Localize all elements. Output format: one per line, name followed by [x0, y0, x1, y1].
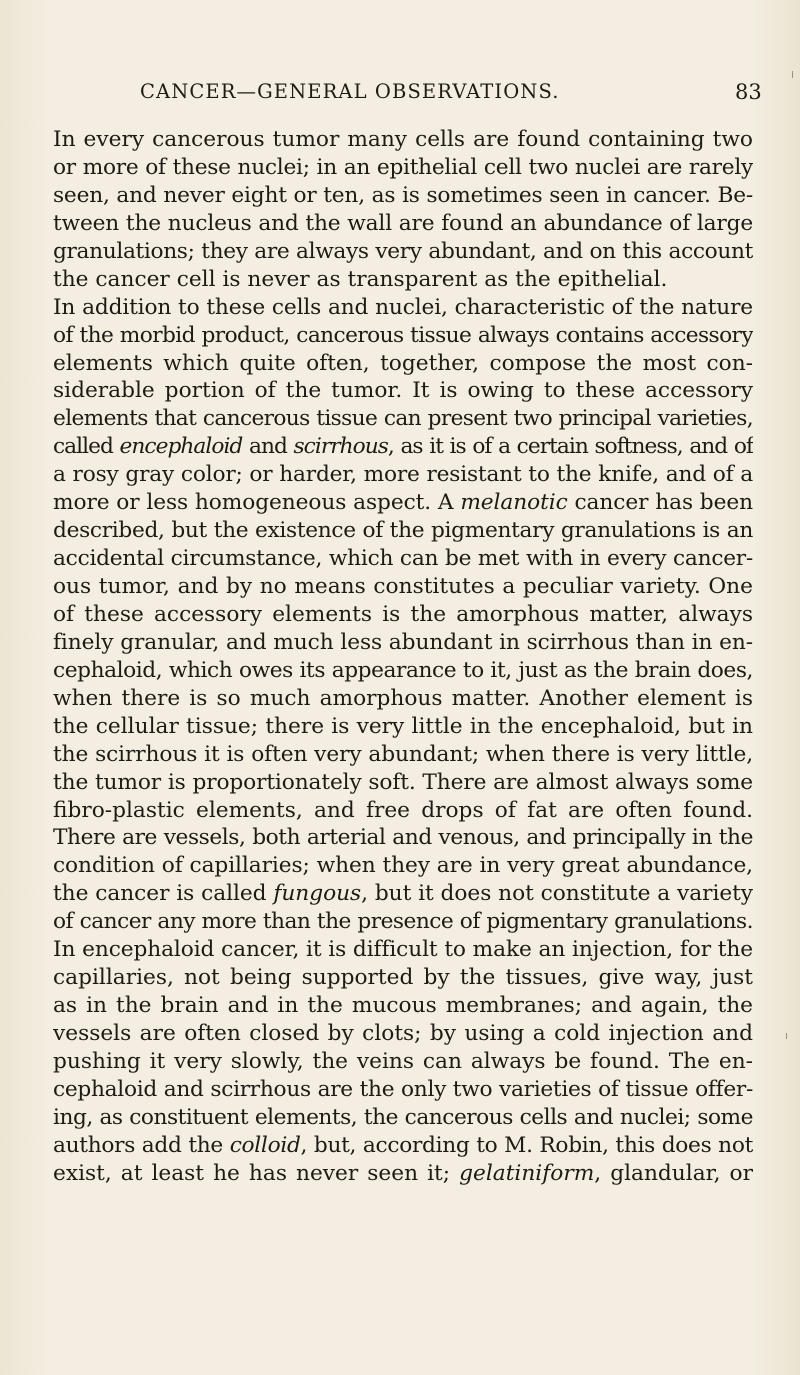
text-segment: cancer has been: [567, 490, 753, 516]
italic-term: fungous: [273, 881, 362, 907]
text-line: [53, 154, 753, 182]
text-segment: of cancer any more than the presence of pigmentary granulations.: [53, 909, 753, 935]
text-segment: the cancer cell is never as transparent as the epithelial.: [53, 266, 668, 292]
text-line: [53, 210, 753, 238]
text-segment: when there is so much amorphous matter. Another element is: [53, 685, 753, 711]
text-line: [53, 852, 753, 880]
text-segment: as in the brain and in the mucous membranes; and again, the: [53, 993, 753, 1019]
text-segment: the cellular tissue; there is very little in the encephaloid, but in: [53, 713, 753, 739]
italic-term: colloid: [229, 1132, 301, 1158]
text-line: [53, 322, 753, 350]
text-segment: pushing it very slowly, the veins can always be found. The en-: [53, 1048, 753, 1074]
text-segment: ous tumor, and by no means constitutes a peculiar variety. One: [53, 574, 753, 599]
text-segment: accidental circumstance, which can be met with in every cancer-: [53, 546, 753, 572]
text-line: [53, 601, 753, 629]
text-segment: of these accessory elements is the amorphous matter, always: [53, 601, 753, 627]
text-line: [53, 964, 753, 992]
text-line: [53, 517, 753, 545]
running-head: [0, 80, 800, 110]
text-segment: or more of these nuclei; in an epithelial cell two nuclei are rarely: [53, 154, 753, 180]
text-line: [53, 1104, 753, 1132]
text-line: [53, 573, 753, 601]
text-segment: In encephaloid cancer, it is difficult to make an injection, for the: [53, 937, 753, 963]
text-line: [53, 880, 753, 908]
text-line: [53, 350, 753, 378]
text-line: [53, 741, 753, 769]
italic-term: scirrhous: [293, 434, 388, 460]
margin-mark: [792, 71, 793, 78]
text-segment: , but it does not constitute a variety: [361, 881, 753, 907]
margin-mark: [786, 1033, 787, 1039]
paragraph: [53, 294, 753, 1188]
text-segment: of the morbid product, cancerous tissue always contains accessory: [53, 322, 753, 348]
text-segment: ing, as constituent elements, the cancerous cells and nuclei; some: [53, 1104, 753, 1130]
italic-term: melanotic: [460, 490, 568, 516]
italic-term: encephaloid: [119, 434, 243, 460]
text-line: [53, 629, 753, 657]
text-segment: vessels are often closed by clots; by using a cold injection and: [53, 1021, 753, 1046]
text-line: [53, 545, 753, 573]
text-segment: the cancer is called: [53, 881, 274, 907]
italic-term: gelatiniform: [459, 1160, 595, 1186]
text-segment: siderable portion of the tumor. It is owing to these accessory: [53, 378, 753, 404]
text-line: [53, 238, 753, 266]
text-segment: fibro-plastic elements, and free drops of fat are often found.: [53, 797, 753, 823]
text-segment: There are vessels, both arterial and venous, and principally in the: [53, 825, 753, 851]
text-segment: authors add the: [53, 1132, 230, 1158]
text-segment: condition of capillaries; when they are in very great abundance,: [53, 853, 753, 879]
text-line: [53, 182, 753, 210]
text-line: [53, 657, 753, 685]
text-segment: granulations; they are always very abundant, and on this account: [53, 238, 753, 264]
text-line: [53, 1132, 753, 1160]
text-segment: more or less homogeneous aspect. A: [53, 490, 461, 516]
text-segment: , as it is of a certain softness, and of: [387, 434, 753, 460]
text-segment: exist, at least he has never seen it;: [53, 1160, 460, 1186]
text-segment: capillaries, not being supported by the tissues, give way, just: [53, 965, 753, 991]
text-segment: finely granular, and much less abundant in scirrhous than in en-: [53, 629, 753, 655]
text-segment: cephaloid, which owes its appearance to it, just as the brain does,: [53, 657, 753, 683]
text-segment: described, but the existence of the pigmentary granulations is an: [53, 518, 753, 544]
text-line: [53, 294, 753, 322]
text-line: [53, 1020, 753, 1048]
text-line: [53, 377, 753, 405]
paragraph: [53, 126, 753, 294]
text-segment: , glandular, or: [594, 1160, 753, 1186]
text-segment: a rosy gray color; or harder, more resistant to the knife, and of a: [53, 462, 753, 488]
text-segment: In addition to these cells and nuclei, characteristic of the nature: [53, 294, 753, 320]
text-line: [53, 797, 753, 825]
text-line: [53, 908, 753, 936]
text-segment: elements that cancerous tissue can present two principal varieties,: [53, 406, 753, 432]
text-segment: seen, and never eight or ten, as is sometimes seen in cancer. Be-: [53, 182, 753, 208]
text-line: [53, 405, 753, 433]
text-segment: the scirrhous it is often very abundant; when there is very little,: [53, 741, 753, 767]
text-line: [53, 433, 753, 461]
text-segment: called: [53, 434, 120, 460]
text-line: [53, 1048, 753, 1076]
text-line: [53, 1160, 753, 1188]
text-line: [53, 461, 753, 489]
text-segment: tween the nucleus and the wall are found an abundance of large: [53, 210, 753, 236]
text-line: [53, 713, 753, 741]
text-line: [53, 685, 753, 713]
body-text: [53, 126, 753, 1188]
text-line: [53, 266, 753, 294]
text-segment: and: [242, 434, 294, 460]
text-segment: In every cancerous tumor many cells are found containing two: [53, 127, 753, 152]
text-line: [53, 489, 753, 517]
text-segment: elements which quite often, together, compose the most con-: [53, 350, 753, 376]
text-line: [53, 126, 753, 154]
page-number: 83: [735, 80, 762, 104]
running-title: CANCER—GENERAL OBSERVATIONS.: [140, 80, 560, 103]
text-line: [53, 1076, 753, 1104]
text-line: [53, 936, 753, 964]
text-segment: the tumor is proportionately soft. There are almost always some: [53, 769, 753, 795]
text-segment: cephaloid and scirrhous are the only two varieties of tissue offer-: [53, 1076, 753, 1102]
text-line: [53, 824, 753, 852]
text-line: [53, 769, 753, 797]
text-segment: , but, according to M. Robin, this does not: [300, 1132, 753, 1158]
text-line: [53, 992, 753, 1020]
